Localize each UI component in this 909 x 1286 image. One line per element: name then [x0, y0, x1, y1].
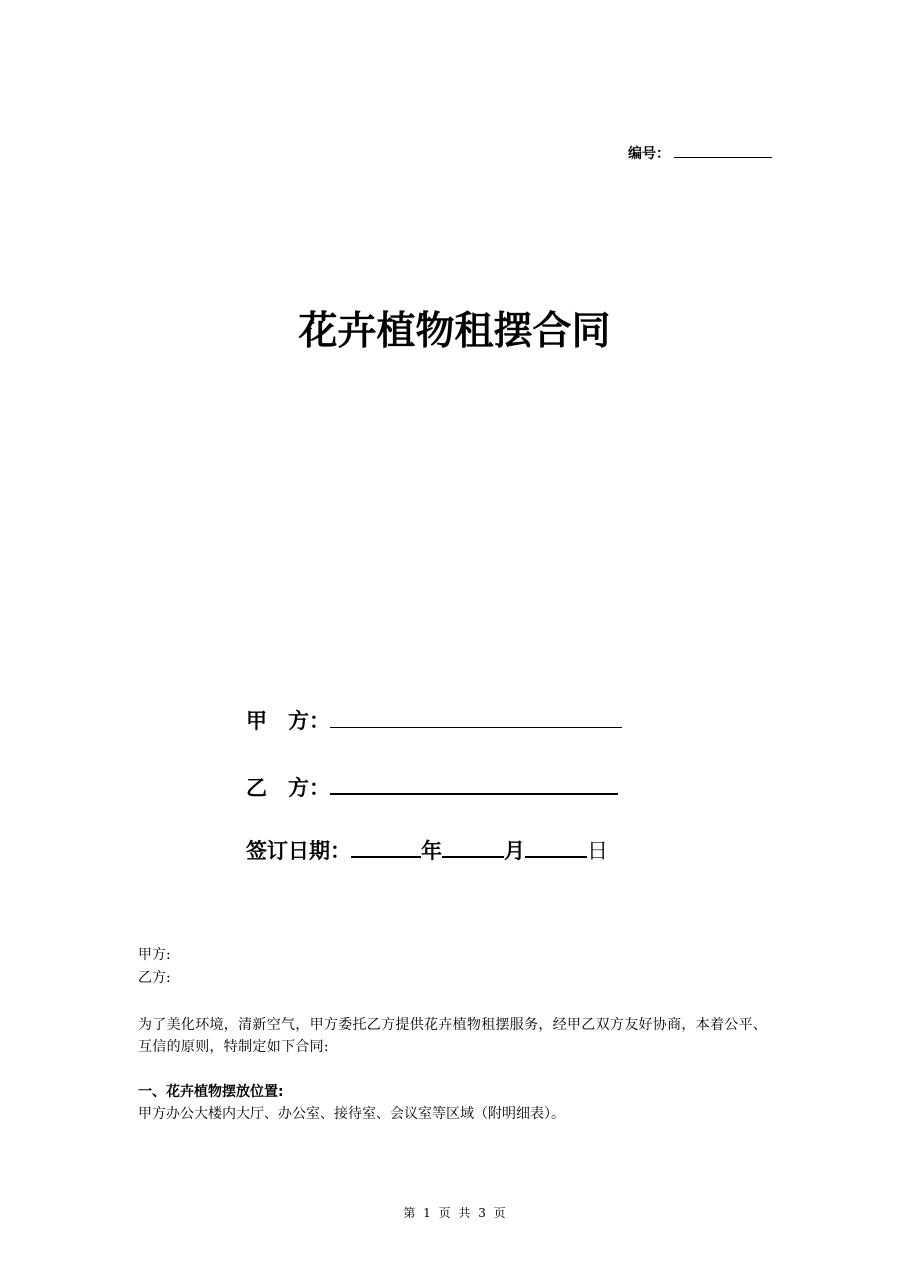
sign-date-label: 签订日期：	[246, 838, 351, 863]
section-1-text: 甲方办公大楼内大厅、办公室、接待室、会议室等区域（附明细表）。	[138, 1106, 565, 1122]
page-footer: 第 1 页 共 3 页	[403, 1206, 506, 1220]
cover-party-b-line	[246, 772, 618, 802]
year-unit: 年	[421, 838, 442, 863]
cover-party-a-blank[interactable]	[330, 726, 622, 728]
contract-number-blank[interactable]	[674, 156, 772, 158]
cover-party-b-label: 乙	[246, 775, 267, 800]
cover-sign-date-line	[246, 835, 608, 865]
day-unit: 日	[587, 839, 608, 863]
cover-party-a-suffix: 方：	[288, 708, 330, 733]
day-blank[interactable]	[525, 855, 587, 858]
cover-party-b-suffix: 方：	[288, 775, 330, 800]
intro-paragraph: 为了美化环境，清新空气，甲方委托乙方提供花卉植物租摆服务，经甲乙双方友好协商，本着公平、互信的原则，特制定如下合同:	[138, 1017, 768, 1055]
cover-party-a-line	[246, 705, 622, 735]
month-blank[interactable]	[442, 855, 504, 858]
cover-party-b-blank[interactable]	[330, 792, 618, 795]
body-party-a: 甲方:	[138, 947, 171, 963]
cover-party-a-label: 甲	[246, 708, 267, 733]
month-unit: 月	[504, 838, 525, 863]
section-1-heading: 一、花卉植物摆放位置:	[138, 1084, 284, 1100]
contract-number	[628, 143, 772, 163]
body-party-b: 乙方:	[138, 970, 171, 986]
document-title: 花卉植物租摆合同	[298, 309, 611, 354]
contract-number-label: 编号：	[628, 146, 670, 162]
year-blank[interactable]	[351, 855, 421, 858]
